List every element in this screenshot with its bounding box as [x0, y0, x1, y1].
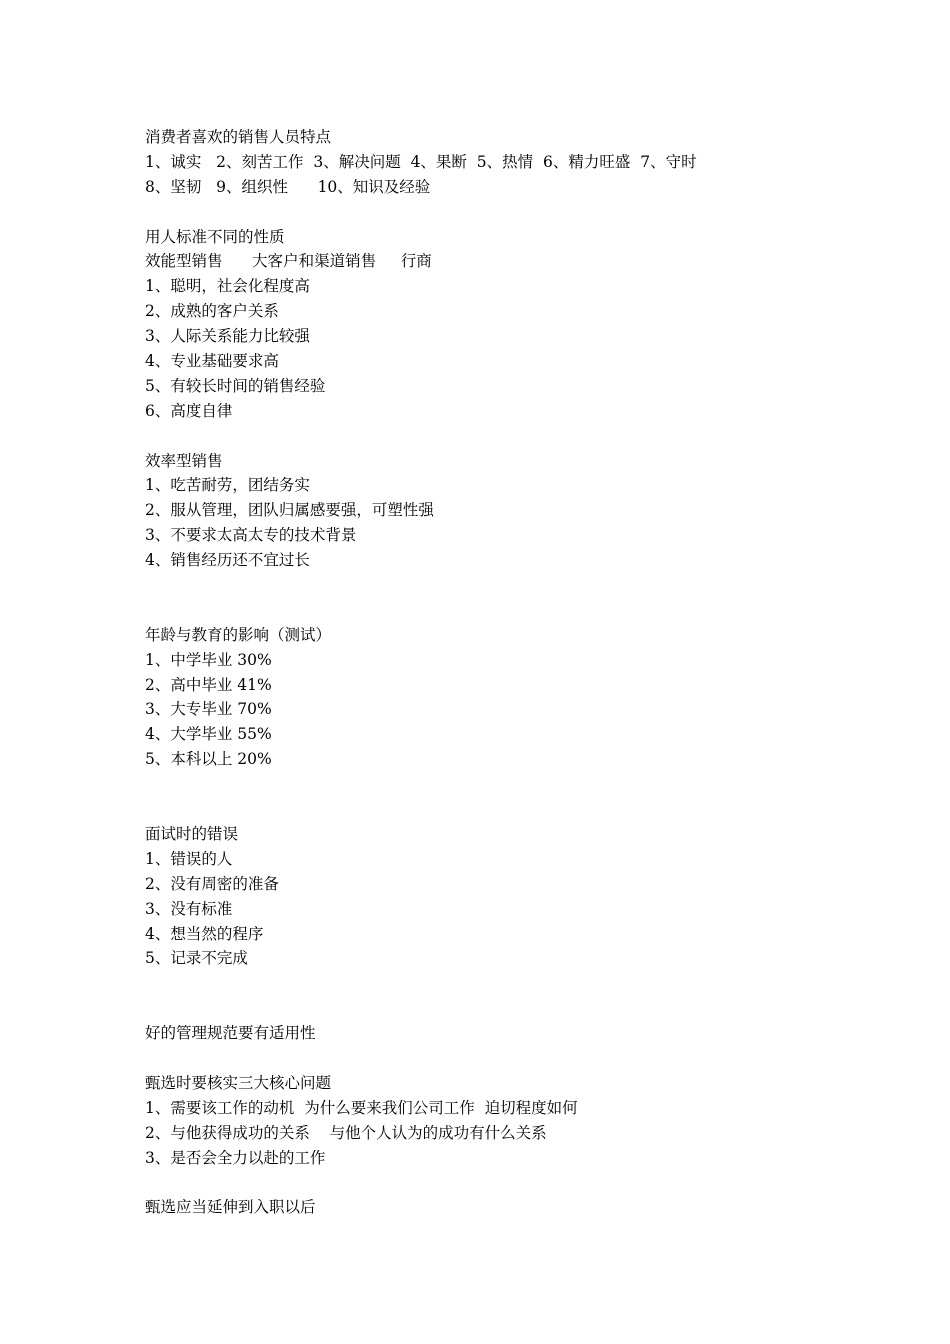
blank-line — [145, 996, 865, 1021]
section-title: 甄选应当延伸到入职以后 — [145, 1198, 316, 1217]
section-title: 消费者喜欢的销售人员特点 — [145, 128, 332, 146]
list-item: 3、是否会全力以赴的工作 — [145, 1148, 326, 1167]
section-title: 年龄与教育的影响（测试） — [145, 625, 332, 644]
list-item: 1、需要该工作的动机 为什么要来我们公司工作 迫切程度如何 — [145, 1098, 578, 1117]
document-page — [145, 125, 865, 1220]
list-item: 2、服从管理，团队归属感要强，可塑性强 — [145, 501, 434, 520]
list-item: 4、大学毕业 55% — [145, 725, 272, 744]
list-item: 3、人际关系能力比较强 — [145, 327, 310, 346]
list-item: 1、错误的人 — [145, 849, 233, 868]
list-item: 3、没有标准 — [145, 899, 233, 918]
blank-line — [145, 424, 865, 449]
list-item: 2、高中毕业 41% — [145, 675, 272, 694]
blank-line — [145, 598, 865, 623]
blank-line — [145, 971, 865, 996]
section-title: 甄选时要核实三大核心问题 — [145, 1073, 332, 1092]
list-item: 2、与他获得成功的关系 与他个人认为的成功有什么关系 — [145, 1123, 547, 1142]
list-item: 3、大专毕业 70% — [145, 700, 272, 719]
list-item: 1、中学毕业 30% — [145, 650, 272, 669]
blank-line — [145, 1170, 865, 1195]
list-item: 1、吃苦耐劳，团结务实 — [145, 476, 310, 495]
section-title: 好的管理规范要有适用性 — [145, 1024, 316, 1043]
section-title: 效率型销售 — [145, 451, 223, 470]
list-item: 1、诚实 2、刻苦工作 3、解决问题 4、果断 5、热情 6、精力旺盛 7、守时 — [145, 152, 697, 171]
list-item: 6、高度自律 — [145, 401, 233, 420]
section-title: 用人标准不同的性质 — [145, 227, 285, 246]
section-title: 面试时的错误 — [145, 824, 239, 843]
list-item: 2、没有周密的准备 — [145, 874, 279, 893]
blank-line — [145, 1046, 865, 1071]
list-item: 5、记录不完成 — [145, 949, 248, 968]
list-item: 5、本科以上 20% — [145, 750, 272, 769]
blank-line — [145, 200, 865, 225]
blank-line — [145, 573, 865, 598]
list-item: 8、坚韧 9、组织性 10、知识及经验 — [145, 177, 431, 196]
list-item: 1、聪明，社会化程度高 — [145, 277, 310, 296]
list-item: 3、不要求太高太专的技术背景 — [145, 526, 357, 545]
list-item: 4、专业基础要求高 — [145, 352, 279, 371]
list-item: 2、成熟的客户关系 — [145, 302, 279, 321]
list-item: 4、销售经历还不宜过长 — [145, 551, 310, 570]
blank-line — [145, 772, 865, 797]
blank-line — [145, 797, 865, 822]
list-item: 4、想当然的程序 — [145, 924, 264, 943]
list-item: 5、有较长时间的销售经验 — [145, 376, 326, 395]
list-item: 效能型销售 大客户和渠道销售 行商 — [145, 252, 432, 271]
